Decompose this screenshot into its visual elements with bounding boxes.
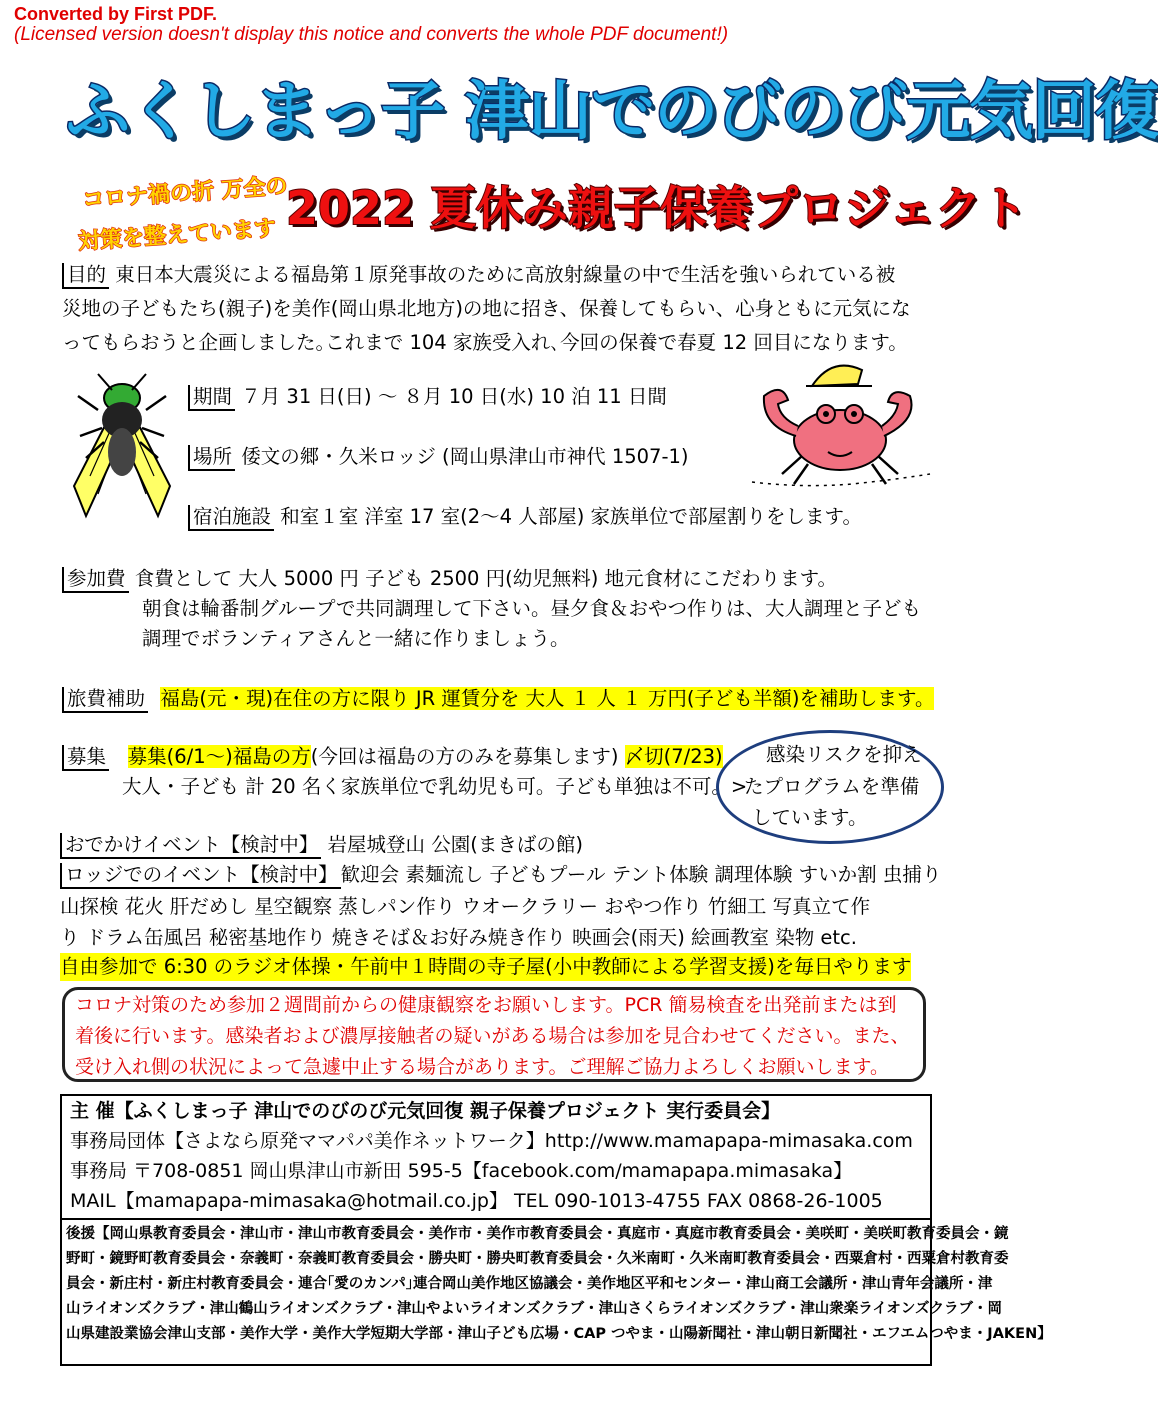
organizer-box xyxy=(60,1094,1052,1366)
oval-line-2: たプログラムを準備 xyxy=(744,775,920,798)
sponsor-line-5: 山県建設業協会津山支部・美作大学・美作大学短期大学部・津山子ども広場・CAP つやま・山陽新聞社・津山朝日新聞社・エフエムつやま・JAKEN】 xyxy=(66,1326,1052,1342)
outing-value: 岩屋城登山 公園(まきばの館) xyxy=(327,833,583,856)
fee-line-1: 参加費 食費として 大人 5000 円 子ども 2500 円(幼児無料) 地元食材にこだわります。 xyxy=(62,562,837,596)
recruit-label: 募集 xyxy=(62,745,109,771)
sponsors-block xyxy=(62,1218,1052,1347)
lodge-events-label: ロッジでのイベント【検討中】 xyxy=(60,863,341,889)
converter-notice: Converted by First PDF. xyxy=(14,4,218,24)
recruit-row: 募集 募集(6/1～)福島の方(今回は福島の方のみを募集します) 〆切(7/23) xyxy=(62,740,723,774)
warning-line-3: 受け入れ側の状況によって急遽中止する場合があります。ご理解ご協力よろしくお願いします。 xyxy=(75,1056,889,1078)
travel-label: 旅費補助 xyxy=(62,687,148,713)
period-value: ７月 31 日(日) ～ ８月 10 日(水) 10 泊 11 日間 xyxy=(235,385,667,408)
lodge-events-line-3: り ドラム缶風呂 秘密基地作り 焼きそば＆お好み焼き作り 映画会(雨天) 絵画教室 染物 etc. xyxy=(60,926,857,949)
badge-line-2: 対策を整えています xyxy=(77,216,277,255)
sponsor-line-3: 員会・新庄村・新庄村教育委員会・連合｢愛のカンパ｣連合岡山美作地区協議会・美作地区平和センター・津山商工会議所・津山青年会議所・津 xyxy=(66,1276,993,1292)
oval-line-3: しています。 xyxy=(752,806,868,829)
free-participation: 自由参加で 6:30 のラジオ体操・午前中１時間の寺子屋(小中教師による学習支援)を毎日やります xyxy=(60,953,911,981)
lodging-label: 宿泊施設 xyxy=(188,505,274,531)
place-value: 倭文の郷・久米ロッジ (岡山県津山市神代 1507-1) xyxy=(235,445,689,468)
place-row xyxy=(188,440,689,474)
recruit-highlight: 募集(6/1～)福島の方 xyxy=(127,745,311,768)
lodging-value: 和室１室 洋室 17 室(2～4 人部屋) 家族単位で部屋割りをします。 xyxy=(274,505,862,528)
oval-line-1: 感染リスクを抑え xyxy=(766,743,922,766)
sponsor-line-2: 野町・鏡野町教育委員会・奈義町・奈義町教育委員会・勝央町・勝央町教育委員会・久米南町・久米南町教育委員会・西粟倉村・西粟倉村教育委 xyxy=(66,1251,1009,1267)
secretariat-org-line: 事務局団体【さよなら原発ママパパ美作ネットワーク】http://www.mamapapa-mimasaka.com xyxy=(70,1130,913,1152)
warning-line-2: 着後に行います。感染者および濃厚接触者の疑いがある場合は参加を見合わせてください。また、 xyxy=(75,1025,910,1047)
purpose-line-3: ってもらおうと企画しました｡これまで 104 家族受入れ､今回の保養で春夏 12 回目になります。 xyxy=(62,331,908,354)
covid-warning-box xyxy=(62,987,926,1082)
sponsor-line-4: 山ライオンズクラブ・津山鶴山ライオンズクラブ・津山やよいライオンズクラブ・津山さくらライオンズクラブ・津山衆楽ライオンズクラブ・岡 xyxy=(66,1301,1002,1317)
badge-line-1: コロナ禍の折 万全の xyxy=(81,173,289,214)
travel-row xyxy=(62,682,934,716)
purpose-line-2: 災地の子どもたち(親子)を美作(岡山県北地方)の地に招き、保養してもらい、心身ともに元気にな xyxy=(62,297,911,320)
lodging-row xyxy=(188,500,862,534)
sub-title: 2022 夏休み親子保養プロジェクト xyxy=(286,181,1028,235)
warning-line-1: コロナ対策のため参加２週間前からの健康観察をお願いします。PCR 簡易検査を出発前または到 xyxy=(75,994,897,1016)
recruit-line-2: 大人・子ども 計 20 名く家族単位で乳幼児も可。子ども単独は不可。> xyxy=(122,775,748,798)
main-title: ふくしまっ子 津山でのびのび元気回復 xyxy=(66,75,1158,149)
period-row xyxy=(188,380,667,414)
sponsor-line-1: 後援【岡山県教育委員会・津山市・津山市教育委員会・美作市・美作市教育委員会・真庭市・真庭市教育委員会・美咲町・美咲町教育委員会・鏡 xyxy=(66,1226,1009,1242)
fee-label: 参加費 xyxy=(62,567,129,593)
lodge-events-line-2: 山探検 花火 肝だめし 星空観察 蒸しパン作り ウオークラリー おやつ作り 竹細工 写真立て作 xyxy=(60,895,871,918)
secretariat-address-line: 事務局 〒708-0851 岡山県津山市新田 595-5【facebook.com/mamapapa.mimasaka】 xyxy=(70,1160,853,1182)
period-label: 期間 xyxy=(188,385,235,411)
recruit-deadline: 〆切(7/23) xyxy=(624,745,723,768)
organizer-line: 主 催【ふくしまっ子 津山でのびのび元気回復 親子保養プロジェクト 実行委員会】 xyxy=(70,1100,781,1122)
contact-line: MAIL【mamapapa-mimasaka@hotmail.co.jp】 TEL 090-1013-4755 FAX 0868-26-1005 xyxy=(70,1190,883,1212)
cicada-illustration xyxy=(64,366,180,518)
lodge-events-row: ロッジでのイベント【検討中】 歓迎会 素麺流し 子どもプール テント体験 調理体験 すいか割 虫捕り xyxy=(60,858,941,892)
place-label: 場所 xyxy=(188,445,235,471)
outing-row xyxy=(60,828,583,862)
fee-line-2: 朝食は輪番制グループで共同調理して下さい。昼夕食＆おやつ作りは、大人調理と子ども xyxy=(142,597,922,620)
purpose-line-1: 目的 東日本大震災による福島第１原発事故のために高放射線量の中で生活を強いられている被 xyxy=(62,258,895,292)
purpose-label: 目的 xyxy=(62,263,109,289)
converter-notice-detail: (Licensed version doesn't display this notice and converts the whole PDF document!) xyxy=(14,24,729,45)
travel-text: 福島(元・現)在住の方に限り JR 運賃分を 大人 １ 人 １ 万円(子ども半額)を補助します。 xyxy=(160,687,935,710)
crab-illustration xyxy=(742,356,932,496)
fee-line-3: 調理でボランティアさんと一緒に作りましょう。 xyxy=(142,627,570,650)
outing-label: おでかけイベント【検討中】 xyxy=(60,833,321,859)
